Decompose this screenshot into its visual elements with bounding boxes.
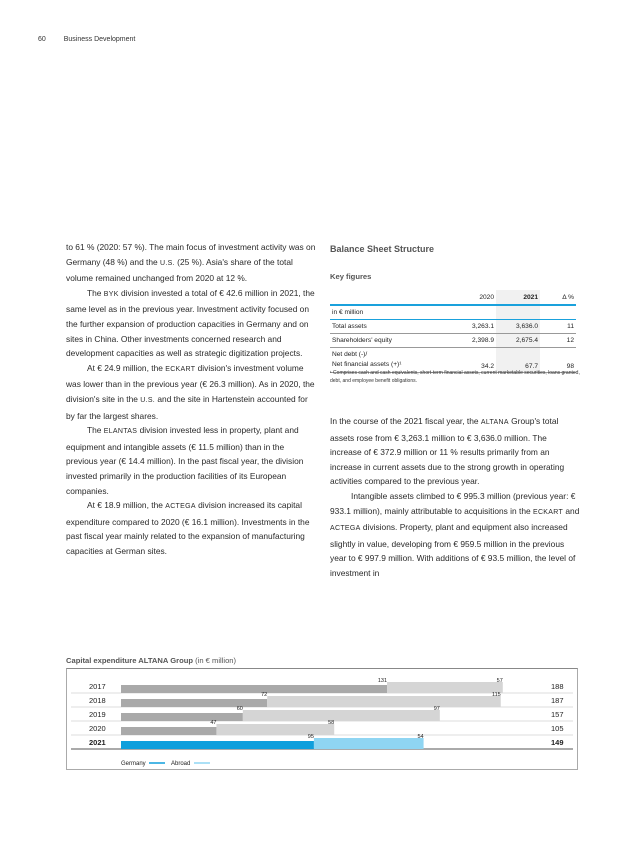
germany-value-label: 131: [377, 678, 388, 684]
germany-value-label: 95: [307, 734, 314, 740]
key-figures-table: [330, 290, 576, 373]
paragraph: Intangible assets climbed to € 995.3 million (previous year: € 933.1 million), mainly attributable to acquisitions in the ECKART and ACTEGA divisions. Property, plant and equipment also increased slightly in value, developing from € 959.5 million in the previous year to € 997.9 million. With additions of € 93.5 million, the level of investment in: [330, 490, 580, 578]
paragraph: At € 18.9 million, the ACTEGA division increased its capital expenditure compared to 2020 (€ 16.1 million). Investments in the past fiscal year mainly related to the expansion of manufacturing capacities at German sites.: [66, 500, 310, 556]
key-figures-heading: Key figures: [330, 272, 372, 281]
total-value-label: 187: [551, 696, 564, 705]
total-value-label: 105: [551, 724, 564, 733]
right-text-column: [330, 414, 580, 581]
bar-germany: [121, 713, 243, 721]
year-label: 2018: [89, 696, 106, 705]
chart-unit-label: (in € million): [195, 656, 237, 665]
table-row: Total assets 3,263.1 3,636.0 11: [330, 320, 576, 334]
total-value-label: 149: [551, 738, 564, 747]
abroad-value-label: 58: [328, 720, 335, 726]
total-value-label: 157: [551, 710, 564, 719]
page-number: 60: [38, 36, 46, 43]
abroad-value-label: 97: [433, 706, 440, 712]
bar-germany: [121, 727, 216, 735]
abroad-value-label: 54: [417, 734, 424, 740]
paragraph: to 61 % (2020: 57 %). The main focus of investment activity was on Germany (48 %) and the U.S. (25 %). Asia's share of the total volume remained unchanged from 2020 at 12 %.: [66, 242, 316, 284]
page-header: [38, 36, 135, 43]
germany-value-label: 47: [210, 720, 217, 726]
germany-value-label: 60: [236, 706, 243, 712]
column-header: Δ %: [540, 290, 576, 305]
paragraph: In the course of the 2021 fiscal year, the ALTANA Group's total assets rose from € 3,263.1 million to € 3,636.0 million. The increase of € 372.9 million or 11 % results primarily from an increase in current assets due to the strong growth in operating activities compared to the previous year.: [330, 416, 565, 487]
capex-chart-frame: [66, 668, 578, 770]
bar-abroad: [267, 696, 501, 707]
year-label: 2020: [89, 724, 106, 733]
year-label: 2021: [89, 738, 106, 747]
row-label: Shareholders' equity: [330, 334, 452, 348]
bar-germany: [121, 741, 314, 749]
unit-label: in € million: [330, 305, 452, 320]
germany-value-label: 72: [261, 692, 268, 698]
year-label: 2017: [89, 682, 106, 691]
table-footnote: ¹ Comprises cash and cash equivalents, short-term financial assets, current marketable securities, loans granted, debt, and employee benefit obligations.: [330, 370, 580, 384]
left-text-column: [66, 240, 316, 558]
row-label: Net debt (-)/ Net financial assets (+)¹: [330, 348, 452, 373]
paragraph: The ELANTAS division invested less in property, plant and equipment and intangible assets (€ 11.5 million) than in the previous year (€ 14.4 million). In the past fiscal year, the division invested primarily in the production facilities of its European companies.: [66, 425, 304, 496]
bar-germany: [121, 685, 387, 693]
section-title: Business Development: [63, 36, 136, 43]
table-row: Net debt (-)/ Net financial assets (+)¹ 34.2 67.7 98: [330, 348, 576, 373]
unit-row: [330, 305, 576, 320]
capex-bar-chart: [67, 669, 577, 769]
legend-germany-label: Germany: [121, 761, 146, 767]
paragraph: The BYK division invested a total of € 42.6 million in 2021, the same level as in the previous year. Investment activity focused on the further expansion of production capacities in Germany and on sites in China. Other investments concerned research and development capacities as well as strategic digitization projects.: [66, 287, 315, 359]
total-value-label: 188: [551, 682, 564, 691]
paragraph: At € 24.9 million, the ECKART division's investment volume was lower than in the previous year (€ 26.3 million). As in 2020, the division's site in the U.S. and the site in Hartenstein accounted for by far the largest shares.: [66, 362, 315, 421]
chart-title: Capital expenditure ALTANA Group (in € million): [66, 656, 237, 665]
bar-abroad: [216, 724, 334, 735]
year-label: 2019: [89, 710, 106, 719]
column-header: 2021: [496, 290, 540, 305]
bar-abroad: [243, 710, 440, 721]
bar-abroad: [314, 738, 424, 749]
balance-sheet-heading: Balance Sheet Structure: [330, 244, 435, 254]
bar-abroad: [387, 682, 503, 693]
table-row: Shareholders' equity 2,398.9 2,675.4 12: [330, 334, 576, 348]
legend-abroad-label: Abroad: [171, 761, 191, 767]
row-label: Total assets: [330, 320, 452, 334]
bar-germany: [121, 699, 267, 707]
abroad-value-label: 57: [496, 678, 503, 684]
table-header-row: [330, 290, 576, 305]
abroad-value-label: 115: [491, 692, 501, 698]
column-header: 2020: [452, 290, 496, 305]
